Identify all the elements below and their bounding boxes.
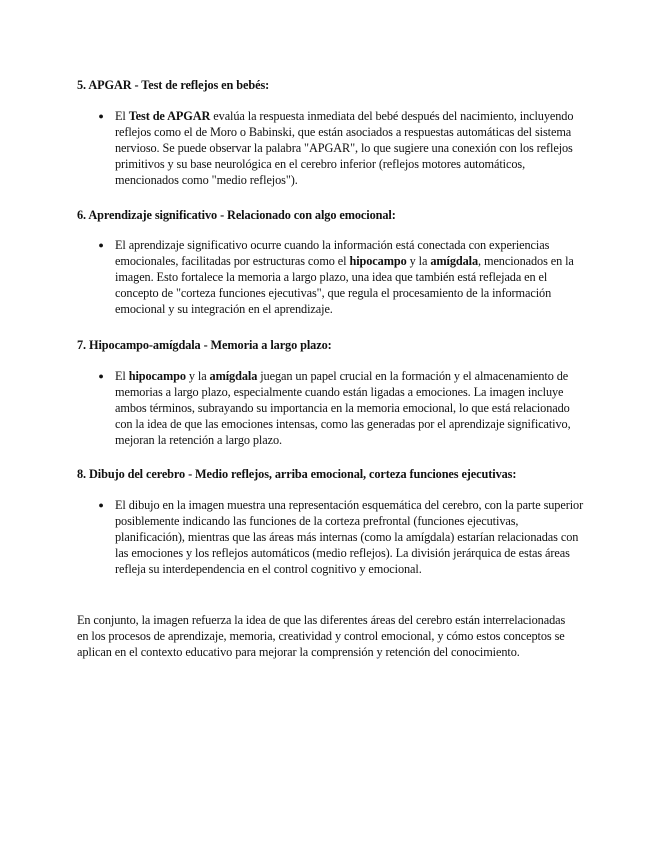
section-5-paragraph: El Test de APGAR evalúa la respuesta inmediata del bebé después del nacimiento, incluyendo reflejos como el de Moro o Babinski, que están asociados a respuestas automáticas del sistema nervioso. Se puede observar la palabra "APGAR", lo que sugiere una conexión con los reflejos primitivos y su base neurológica en el cerebro inferior (reflejos motores automáticos, mencionados como "medio reflejos"). xyxy=(115,109,574,187)
closing-paragraph: En conjunto, la imagen refuerza la idea de que las diferentes áreas del cerebro están interrelacionadas en los procesos de aprendizaje, memoria, creatividad y control emocional, y cómo estos conceptos se aplican en el contexto educativo para mejorar la comprensión y retención del conocimiento. xyxy=(77,613,566,659)
section-6-paragraph: El aprendizaje significativo ocurre cuando la información está conectada con experiencias emocionales, facilitadas por estructuras como el hipocampo y la amígdala, mencionados en la imagen. Esto fortalece la memoria a largo plazo, una idea que también está reflejada en el concepto de "corteza funciones ejecutivas", que regula el procesamiento de la información emocional y su integración en el aprendizaje. xyxy=(115,238,574,316)
section-8-paragraph: El dibujo en la imagen muestra una representación esquemática del cerebro, con la parte superior posiblemente indicando las funciones de la corteza prefrontal (funciones ejecutivas, planificación), mientras que las áreas más internas (como la amígdala) estarían relacionadas con las emociones y los reflejos automáticos (medio reflejos). La división jerárquica de estas áreas refleja su interdependencia en el control cognitivo y emocional. xyxy=(115,498,584,576)
section-8-bullet: ● xyxy=(98,500,104,510)
section-5-heading: 5. APGAR - Test de reflejos en bebés: xyxy=(77,78,270,92)
section-6-bullet: ● xyxy=(98,240,104,250)
section-8-heading: 8. Dibujo del cerebro - Medio reflejos, arriba emocional, corteza funciones ejecutivas: xyxy=(77,467,517,481)
section-6-heading: 6. Aprendizaje significativo - Relacionado con algo emocional: xyxy=(77,208,396,222)
section-5-bullet: ● xyxy=(98,111,104,121)
section-7-bullet: ● xyxy=(98,371,104,381)
section-7-heading: 7. Hipocampo-amígdala - Memoria a largo plazo: xyxy=(77,338,332,352)
section-7-paragraph: El hipocampo y la amígdala juegan un papel crucial en la formación y el almacenamiento de memorias a largo plazo, especialmente cuando están ligadas a emociones. La imagen incluye ambos términos, subrayando su importancia en la memoria emocional, lo que está relacionado con la idea de que las emociones intensas, como las generadas por el aprendizaje significativo, mejoran la retención a largo plazo. xyxy=(115,369,571,447)
